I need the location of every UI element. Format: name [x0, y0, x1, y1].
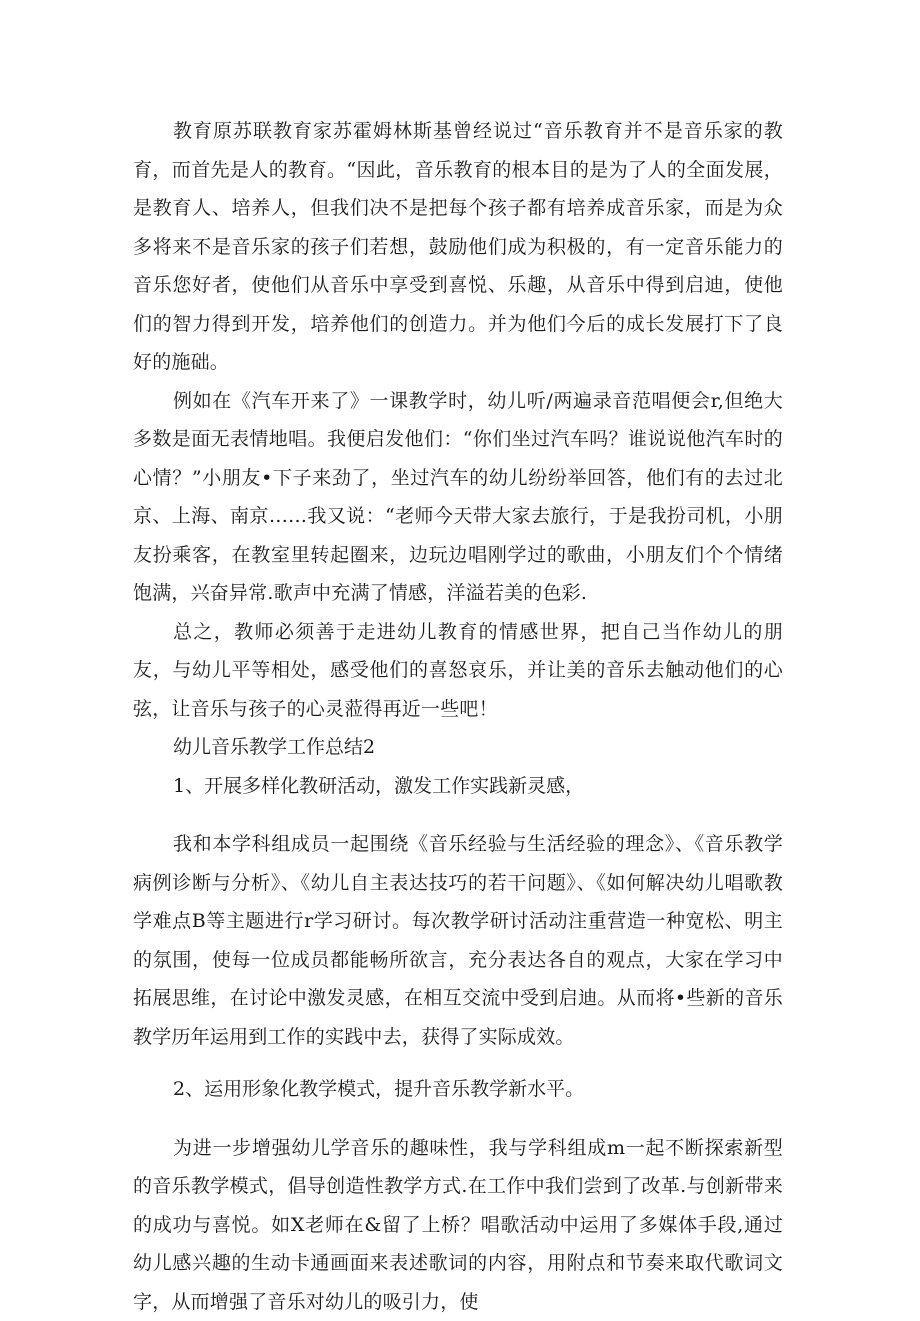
paragraph-2: 例如在《汽车开来了》一课教学时，幼儿听/两遍录音范唱便会r,但绝大多数是面无表情地唱。我便启发他们：“你们坐过汽车吗？谁说说他汽车时的心情？”小朋友•下子来劲了，坐过汽车的幼儿纷纷举回答，他们有的去过北京、上海、南京……我又说：“老师今天带大家去旅行，于是我扮司机，小朋友扮乘客，在教室里转起圈来，边玩边唱刚学过的歌曲，小朋友们个个情绪饱满，兴奋异常.歌声中充满了情感，洋溢若美的色彩. [133, 382, 783, 613]
item-1-heading: 1、开展多样化教研活动，激发工作实践新灵感， [133, 767, 783, 806]
paragraph-3: 总之，教师必须善于走进幼儿教育的情感世界，把自己当作幼儿的朋友，与幼儿平等相处，感受他们的喜怒哀乐，并让美的音乐去触动他们的心弦，让音乐与孩子的心灵蒞得再近一些吧！ [133, 613, 783, 729]
spacer [133, 1109, 783, 1129]
item-2-heading: 2、运用形象化教学模式，提升音乐教学新水平。 [133, 1070, 783, 1109]
document-page [133, 112, 783, 1321]
spacer [133, 1056, 783, 1070]
section-title: 幼儿音乐教学工作总结2 [133, 728, 783, 767]
paragraph-4: 我和本学科组成员一起围绕《音乐经验与生活经验的理念》、《音乐教学病例诊断与分析》、《幼儿自主表达技巧的若干问题》、《如何解决幼儿唱歌教学难点B等主题进行r学习研讨。每次教学研讨活动注重营造一种宽松、明主的氛围，使每一位成员都能畅所欲言，充分表达各自的观点，大家在学习中拓展思维，在讨论中激发灵感，在相互交流中受到启迪。从而将•些新的音乐教学历年运用到工作的实践中去，获得了实际成效。 [133, 825, 783, 1056]
spacer [133, 805, 783, 825]
paragraph-1: 教育原苏联教育家苏霍姆林斯基曾经说过“音乐教育并不是音乐家的教育，而首先是人的教育。“因此，音乐教育的根本目的是为了人的全面发展，是教育人、培养人，但我们决不是把每个孩子都有培养成音乐家，而是为众多将来不是音乐家的孩子们若想，鼓励他们成为积极的，有一定音乐能力的音乐您好者，使他们从音乐中享受到喜悦、乐趣，从音乐中得到启迪，使他们的智力得到开发，培养他们的创造力。并为他们今后的成长发展打下了良好的施础。 [133, 112, 783, 382]
paragraph-5: 为进一步增强幼儿学音乐的趣味性，我与学科组成m一起不断探索新型的音乐教学模式，倡导创造性教学方式.在工作中我们尝到了改革.与创新带来的成功与喜悦。如X老师在&留了上桥？唱歌活动中运用了多媒体手段,通过幼儿感兴趣的生动卡通画面来表述歌词的内容，用附点和节奏来取代歌词文字，从而增强了音乐对幼儿的吸引力，使 [133, 1129, 783, 1321]
